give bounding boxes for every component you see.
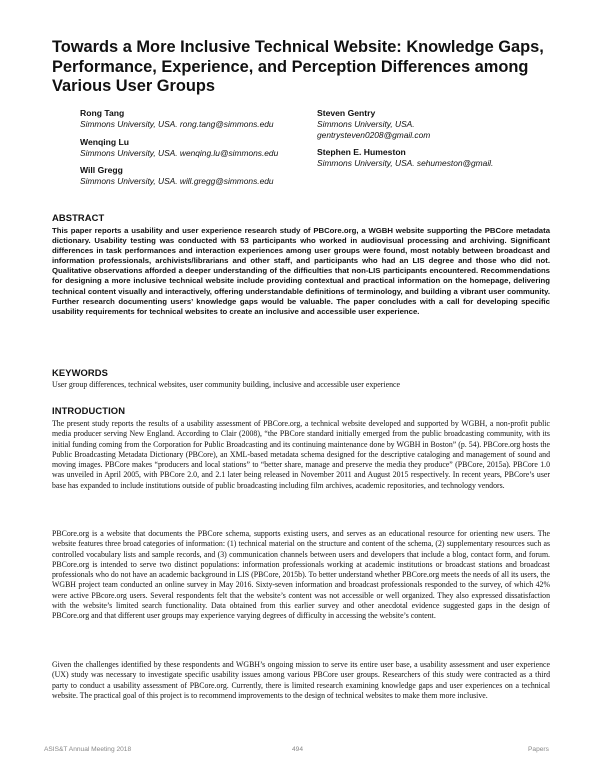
author-entry: [317, 108, 547, 140]
author-affiliation: Simmons University, USA. wenqing.lu@simmons.edu: [80, 147, 279, 158]
author-affiliation: Simmons University, USA. rong.tang@simmons.edu: [80, 119, 274, 129]
author-column-right: [317, 108, 547, 176]
author-entry: [80, 165, 310, 187]
keywords-heading: KEYWORDS: [52, 367, 109, 378]
author-column-left: [80, 108, 310, 194]
author-email: gentrysteven0208@gmail.com: [317, 129, 431, 140]
author-affiliation: Simmons University, USA. sehumeston@gmail.: [317, 158, 494, 169]
author-entry: [80, 108, 310, 130]
footer-section: Papers: [528, 746, 549, 753]
author-name: Will Gregg: [80, 165, 123, 176]
keywords-text: User group differences, technical websites, user community building, inclusive and accessible user experience: [52, 380, 401, 389]
intro-paragraph: Given the challenges identified by these respondents and WGBH’s ongoing mission to serve its entire user base, a usability assessment and user experience (UX) study was necessary to investigate specific usability issues among various PBCore user groups. Researchers of this study were contracted as a third party to conduct a usability assessment of PBCore.org. Currently, there is limited research examining knowledge gaps and user experiences on a technical website. The practical goal of this project is to recommend improvements to the design of technical websites to make them more inclusive.: [52, 660, 550, 700]
author-affiliation: Simmons University, USA.: [317, 119, 415, 129]
footer-conference: ASIS&T Annual Meeting 2018: [44, 746, 132, 753]
author-affiliation: Simmons University, USA. will.gregg@simmons.edu: [80, 176, 274, 187]
abstract-text: This paper reports a usability and user experience research study of PBCore.org, a WGBH website supporting the PBCore metadata dictionary. Usability testing was conducted with 53 participants who worked in audiovisual processing and archiving. Significant differences in task performances and interaction experiences among user groups were found, most notably between broadcast and information professionals, archivists/librarians and other staff, and participants who had an LIS degree and those who did not. Qualitative observations afforded a deeper understanding of the difficulties that non-LIS participants encountered. Recommendations for designing a more inclusive technical website include providing contextual and practical information on the homepage, delivering technical content visually and interactively, offering understandable definitions of terminology, and building a vibrant user community. Further research documenting users’ knowledge gaps would be valuable. The paper concludes with a call for developing specific usability requirements for technical websites to create an inclusive and accessible user experience.: [52, 226, 550, 316]
abstract-heading: ABSTRACT: [52, 212, 105, 223]
intro-paragraph: The present study reports the results of a usability assessment of PBCore.org, a technical website developed and supported by WGBH, a non-profit public media producer serving New England. According to Clair (2008), “the PBCore standard initially emerged from the public broadcasting community, with its initial funding coming from the Corporation for Public Broadcasting and its continuing maintenance done by WGBH in Boston” (p. 54). PBCore.org hosts the Public Broadcasting Metadata Dictionary (PBCore), an XML-based metadata schema designed for the descriptive cataloging and management of sound and moving images. PBCore makes “producers and local stations” to “better share, manage and preserve the media they produce” (PBCore, 2015a). PBCore 1.0 was unveiled in April 2005, with PBCore 2.0, and 2.1 later being released in November 2011 and August 2015 respectively. In recent years, PBCore’s user base has expanded to include institutions outside of public broadcasting including film archives, academic repositories, and technology vendors.: [52, 419, 550, 490]
author-entry: [317, 147, 547, 169]
author-name: Wenqing Lu: [80, 136, 130, 147]
author-name: Steven Gentry: [317, 108, 376, 118]
author-name: Rong Tang: [80, 108, 125, 118]
paper-title: Towards a More Inclusive Technical Website: Knowledge Gaps, Performance, Experience, and Perception Differences among Various User Groups: [52, 38, 544, 95]
introduction-heading: INTRODUCTION: [52, 405, 126, 416]
author-entry: [80, 137, 310, 159]
author-name: Stephen E. Humeston: [317, 147, 406, 158]
footer-page-number: 494: [292, 746, 304, 753]
intro-paragraph: PBCore.org is a website that documents the PBCore schema, supports existing users, and serves as an educational resource for orienting new users. The website features three broad categories of information: (1) technical material on the structure and content of the schema, (2) supplementary resources such as controlled vocabulary lists and sample records, and (3) communication channels between users and developers that include a blog, contact form, and forum. PBCore.org is intended to serve two distinct populations: information professionals working at academic institutions or broadcast stations and broadcast professionals who do not have an academic background in LIS (PBCore, 2015b). To better understand whether PBCore.org meets the needs of all its users, the WGBH project team conducted an online survey in May 2016. Sixty-seven information and broadcast professionals responded to the survey, of which 42% were active PBcore.org users. Several respondents felt that the website’s content was not accessible or well organized. They also expressed dissatisfaction with the website’s limited search functionality. Data obtained from this earlier survey and other anecdotal evidence suggested gaps in the design of PBCore.org and that different user groups may experience varying degrees of difficulty in accessing the website’s content.: [52, 529, 550, 620]
